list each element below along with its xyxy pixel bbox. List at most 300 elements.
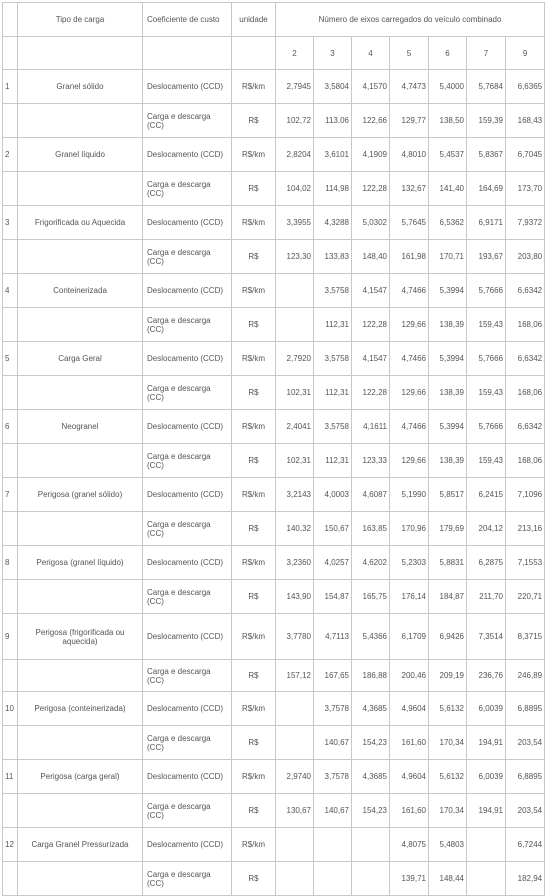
cargo-type-blank: [18, 794, 143, 828]
value-cell: 5,7666: [467, 410, 506, 444]
value-cell: 170,34: [429, 726, 467, 760]
value-cell: 5,7684: [467, 70, 506, 104]
table-row: [3, 862, 545, 896]
row-number: 8: [3, 546, 18, 580]
cargo-type: Carga Geral: [18, 342, 143, 376]
row-number: 9: [3, 614, 18, 660]
value-cell: 129,77: [390, 104, 429, 138]
unit: R$: [232, 308, 276, 342]
cargo-type: Granel sólido: [18, 70, 143, 104]
value-cell: 200,46: [390, 660, 429, 692]
value-cell: 184,87: [429, 580, 467, 614]
value-cell: [276, 692, 314, 726]
cost-coefficient: Carga e descarga (CC): [143, 580, 232, 614]
value-cell: 161,98: [390, 240, 429, 274]
value-cell: 5,4803: [429, 828, 467, 862]
table-row: [3, 760, 545, 794]
unit: R$: [232, 794, 276, 828]
row-number-blank: [3, 580, 18, 614]
value-cell: 138,50: [429, 104, 467, 138]
value-cell: 6,8895: [506, 692, 545, 726]
row-number: 3: [3, 206, 18, 240]
value-cell: 2,7945: [276, 70, 314, 104]
value-cell: 4,7466: [390, 274, 429, 308]
value-cell: 150,67: [314, 512, 352, 546]
value-cell: 143,90: [276, 580, 314, 614]
row-number-blank: [3, 444, 18, 478]
cost-coefficient: Carga e descarga (CC): [143, 308, 232, 342]
value-cell: 7,1096: [506, 478, 545, 512]
value-cell: 5,6132: [429, 760, 467, 794]
value-cell: 159,43: [467, 308, 506, 342]
value-cell: [314, 828, 352, 862]
header-blank: [18, 37, 143, 70]
cost-coefficient: Carga e descarga (CC): [143, 104, 232, 138]
value-cell: 140,67: [314, 794, 352, 828]
unit: R$: [232, 580, 276, 614]
value-cell: 122,28: [352, 308, 390, 342]
cargo-type-blank: [18, 862, 143, 896]
value-cell: 5,7645: [390, 206, 429, 240]
value-cell: 194,91: [467, 794, 506, 828]
row-number: 6: [3, 410, 18, 444]
value-cell: 3,6101: [314, 138, 352, 172]
value-cell: 4,9604: [390, 760, 429, 794]
table-row: [3, 614, 545, 660]
value-cell: 4,0003: [314, 478, 352, 512]
value-cell: 204,12: [467, 512, 506, 546]
value-cell: 130,67: [276, 794, 314, 828]
cargo-type-blank: [18, 104, 143, 138]
value-cell: 114,98: [314, 172, 352, 206]
unit: R$: [232, 104, 276, 138]
value-cell: 3,3955: [276, 206, 314, 240]
table-row: [3, 342, 545, 376]
table-row: [3, 308, 545, 342]
value-cell: 3,5758: [314, 410, 352, 444]
value-cell: 129,66: [390, 308, 429, 342]
value-cell: 4,8010: [390, 138, 429, 172]
header-axle: 4: [352, 37, 390, 70]
value-cell: 5,7666: [467, 342, 506, 376]
row-number-blank: [3, 104, 18, 138]
value-cell: 139,71: [390, 862, 429, 896]
value-cell: 220,71: [506, 580, 545, 614]
unit: R$/km: [232, 760, 276, 794]
cost-coefficient: Deslocamento (CCD): [143, 614, 232, 660]
value-cell: 4,8075: [390, 828, 429, 862]
value-cell: 141,40: [429, 172, 467, 206]
value-cell: 4,6202: [352, 546, 390, 580]
value-cell: 6,6342: [506, 342, 545, 376]
value-cell: 236,76: [467, 660, 506, 692]
cargo-type-blank: [18, 376, 143, 410]
row-number: 10: [3, 692, 18, 726]
value-cell: 138,39: [429, 376, 467, 410]
unit: R$/km: [232, 70, 276, 104]
value-cell: 6,6342: [506, 410, 545, 444]
value-cell: 5,8367: [467, 138, 506, 172]
row-number: 4: [3, 274, 18, 308]
table-row: [3, 138, 545, 172]
value-cell: 154,23: [352, 794, 390, 828]
value-cell: 6,7045: [506, 138, 545, 172]
value-cell: 5,3994: [429, 410, 467, 444]
header-coef: Coeficiente de custo: [143, 3, 232, 37]
row-number-blank: [3, 512, 18, 546]
unit: R$: [232, 862, 276, 896]
value-cell: [467, 828, 506, 862]
header-blank: [3, 37, 18, 70]
value-cell: 4,7473: [390, 70, 429, 104]
value-cell: 168,06: [506, 444, 545, 478]
value-cell: 168,06: [506, 308, 545, 342]
value-cell: 138,39: [429, 308, 467, 342]
value-cell: 8,3715: [506, 614, 545, 660]
value-cell: 3,2143: [276, 478, 314, 512]
unit: R$: [232, 172, 276, 206]
header-axle: 6: [429, 37, 467, 70]
cargo-type: Perigosa (granel líquido): [18, 546, 143, 580]
value-cell: 4,1611: [352, 410, 390, 444]
value-cell: 148,40: [352, 240, 390, 274]
value-cell: 4,1547: [352, 274, 390, 308]
value-cell: 129,66: [390, 376, 429, 410]
value-cell: 203,80: [506, 240, 545, 274]
value-cell: 194,91: [467, 726, 506, 760]
value-cell: 203,54: [506, 794, 545, 828]
value-cell: 170,71: [429, 240, 467, 274]
header-eixos: Número de eixos carregados do veículo combinado: [276, 3, 545, 37]
cost-coefficient: Carga e descarga (CC): [143, 862, 232, 896]
value-cell: 161,60: [390, 794, 429, 828]
header-axle: 2: [276, 37, 314, 70]
row-number: 5: [3, 342, 18, 376]
value-cell: 148,44: [429, 862, 467, 896]
value-cell: 7,1553: [506, 546, 545, 580]
cost-coefficient: Deslocamento (CCD): [143, 410, 232, 444]
value-cell: [276, 862, 314, 896]
value-cell: 140,67: [314, 726, 352, 760]
value-cell: [314, 862, 352, 896]
unit: R$: [232, 660, 276, 692]
value-cell: [352, 862, 390, 896]
unit: R$: [232, 512, 276, 546]
freight-cost-table: [2, 2, 545, 896]
cargo-type: Carga Granel Pressurizada: [18, 828, 143, 862]
table-row: [3, 692, 545, 726]
value-cell: 122,28: [352, 376, 390, 410]
table-row: [3, 240, 545, 274]
value-cell: 193,67: [467, 240, 506, 274]
value-cell: [276, 726, 314, 760]
table-row: [3, 478, 545, 512]
value-cell: 7,9372: [506, 206, 545, 240]
value-cell: 4,3685: [352, 692, 390, 726]
value-cell: 112,31: [314, 308, 352, 342]
value-cell: 5,0302: [352, 206, 390, 240]
unit: R$: [232, 240, 276, 274]
value-cell: 6,9171: [467, 206, 506, 240]
value-cell: 6,0039: [467, 692, 506, 726]
value-cell: 176,14: [390, 580, 429, 614]
row-number-blank: [3, 376, 18, 410]
value-cell: 123,33: [352, 444, 390, 478]
cost-coefficient: Deslocamento (CCD): [143, 692, 232, 726]
cost-coefficient: Carga e descarga (CC): [143, 376, 232, 410]
header-axle: 3: [314, 37, 352, 70]
row-number-blank: [3, 240, 18, 274]
unit: R$/km: [232, 692, 276, 726]
unit: R$/km: [232, 614, 276, 660]
value-cell: 161,60: [390, 726, 429, 760]
table-row: [3, 410, 545, 444]
cargo-type: Perigosa (frigorificada ou aquecida): [18, 614, 143, 660]
unit: R$/km: [232, 342, 276, 376]
value-cell: 5,2303: [390, 546, 429, 580]
value-cell: 167,65: [314, 660, 352, 692]
header-tipo: Tipo de carga: [18, 3, 143, 37]
value-cell: 5,8517: [429, 478, 467, 512]
row-number-blank: [3, 660, 18, 692]
value-cell: 6,2875: [467, 546, 506, 580]
cost-coefficient: Deslocamento (CCD): [143, 70, 232, 104]
value-cell: 211,70: [467, 580, 506, 614]
table-row: [3, 376, 545, 410]
cost-coefficient: Deslocamento (CCD): [143, 274, 232, 308]
value-cell: 4,7466: [390, 342, 429, 376]
header-blank: [232, 37, 276, 70]
row-number: 12: [3, 828, 18, 862]
cost-coefficient: Carga e descarga (CC): [143, 172, 232, 206]
value-cell: 2,7920: [276, 342, 314, 376]
cargo-type-blank: [18, 726, 143, 760]
value-cell: 6,8895: [506, 760, 545, 794]
value-cell: 6,6342: [506, 274, 545, 308]
unit: R$/km: [232, 546, 276, 580]
value-cell: 3,7578: [314, 692, 352, 726]
value-cell: 165,75: [352, 580, 390, 614]
value-cell: 173,70: [506, 172, 545, 206]
cost-coefficient: Deslocamento (CCD): [143, 828, 232, 862]
header-axle: 7: [467, 37, 506, 70]
value-cell: 129,66: [390, 444, 429, 478]
header-unidade: unidade: [232, 3, 276, 37]
cost-coefficient: Deslocamento (CCD): [143, 760, 232, 794]
value-cell: 3,7578: [314, 760, 352, 794]
value-cell: 5,8831: [429, 546, 467, 580]
row-number: 2: [3, 138, 18, 172]
value-cell: [276, 274, 314, 308]
unit: R$: [232, 726, 276, 760]
value-cell: 4,9604: [390, 692, 429, 726]
cargo-type-blank: [18, 240, 143, 274]
row-number-blank: [3, 862, 18, 896]
unit: R$/km: [232, 274, 276, 308]
unit: R$: [232, 376, 276, 410]
table-row: [3, 828, 545, 862]
value-cell: 6,0039: [467, 760, 506, 794]
cost-coefficient: Carga e descarga (CC): [143, 512, 232, 546]
value-cell: 163,85: [352, 512, 390, 546]
cost-coefficient: Deslocamento (CCD): [143, 206, 232, 240]
table-row: [3, 206, 545, 240]
value-cell: [276, 828, 314, 862]
table-row: [3, 70, 545, 104]
value-cell: 186,88: [352, 660, 390, 692]
value-cell: 4,6087: [352, 478, 390, 512]
value-cell: 5,4366: [352, 614, 390, 660]
value-cell: 4,7113: [314, 614, 352, 660]
cost-coefficient: Deslocamento (CCD): [143, 138, 232, 172]
table-row: [3, 512, 545, 546]
value-cell: 2,4041: [276, 410, 314, 444]
value-cell: 6,7244: [506, 828, 545, 862]
cargo-type: Perigosa (conteinerizada): [18, 692, 143, 726]
value-cell: 4,3288: [314, 206, 352, 240]
value-cell: 113,06: [314, 104, 352, 138]
value-cell: 213,16: [506, 512, 545, 546]
unit: R$/km: [232, 828, 276, 862]
unit: R$/km: [232, 478, 276, 512]
value-cell: 4,1547: [352, 342, 390, 376]
header-num: [3, 3, 18, 37]
value-cell: 112,31: [314, 376, 352, 410]
row-number-blank: [3, 308, 18, 342]
cargo-type-blank: [18, 580, 143, 614]
value-cell: 2,8204: [276, 138, 314, 172]
value-cell: [467, 862, 506, 896]
value-cell: 3,2360: [276, 546, 314, 580]
value-cell: 5,3994: [429, 274, 467, 308]
value-cell: 6,9426: [429, 614, 467, 660]
cost-coefficient: Carga e descarga (CC): [143, 444, 232, 478]
row-number-blank: [3, 172, 18, 206]
value-cell: 5,4000: [429, 70, 467, 104]
value-cell: 5,7666: [467, 274, 506, 308]
table-row: [3, 794, 545, 828]
unit: R$: [232, 444, 276, 478]
value-cell: 159,43: [467, 444, 506, 478]
value-cell: 6,1709: [390, 614, 429, 660]
value-cell: 104,02: [276, 172, 314, 206]
cost-coefficient: Deslocamento (CCD): [143, 342, 232, 376]
value-cell: 157,12: [276, 660, 314, 692]
value-cell: 6,5362: [429, 206, 467, 240]
cargo-type-blank: [18, 660, 143, 692]
header-row-2: [3, 37, 545, 70]
cost-coefficient: Deslocamento (CCD): [143, 478, 232, 512]
value-cell: 123,30: [276, 240, 314, 274]
row-number: 1: [3, 70, 18, 104]
value-cell: 170,34: [429, 794, 467, 828]
table-row: [3, 172, 545, 206]
unit: R$/km: [232, 138, 276, 172]
value-cell: 5,4537: [429, 138, 467, 172]
value-cell: 170,96: [390, 512, 429, 546]
table-body: [3, 70, 545, 896]
table-row: [3, 726, 545, 760]
value-cell: 154,23: [352, 726, 390, 760]
table-row: [3, 444, 545, 478]
cargo-type: Conteinerizada: [18, 274, 143, 308]
value-cell: [352, 828, 390, 862]
value-cell: 122,28: [352, 172, 390, 206]
cost-coefficient: Carga e descarga (CC): [143, 660, 232, 692]
value-cell: 4,0257: [314, 546, 352, 580]
cargo-type-blank: [18, 172, 143, 206]
header-axle: 5: [390, 37, 429, 70]
row-number: 11: [3, 760, 18, 794]
value-cell: 4,1909: [352, 138, 390, 172]
value-cell: 246,89: [506, 660, 545, 692]
value-cell: 168,43: [506, 104, 545, 138]
cargo-type: Neogranel: [18, 410, 143, 444]
value-cell: 2,9740: [276, 760, 314, 794]
cargo-type: Frigorificada ou Aquecida: [18, 206, 143, 240]
value-cell: 159,43: [467, 376, 506, 410]
value-cell: 154,87: [314, 580, 352, 614]
table-row: [3, 274, 545, 308]
value-cell: 3,5758: [314, 342, 352, 376]
table-row: [3, 660, 545, 692]
cargo-type: Perigosa (carga geral): [18, 760, 143, 794]
value-cell: 112,31: [314, 444, 352, 478]
value-cell: 3,5804: [314, 70, 352, 104]
value-cell: 3,5758: [314, 274, 352, 308]
value-cell: 5,6132: [429, 692, 467, 726]
value-cell: 203,54: [506, 726, 545, 760]
row-number-blank: [3, 726, 18, 760]
value-cell: 6,2415: [467, 478, 506, 512]
value-cell: 5,3994: [429, 342, 467, 376]
row-number: 7: [3, 478, 18, 512]
value-cell: 3,7780: [276, 614, 314, 660]
table-row: [3, 546, 545, 580]
value-cell: 164,69: [467, 172, 506, 206]
value-cell: 182,94: [506, 862, 545, 896]
value-cell: 102,31: [276, 376, 314, 410]
cost-coefficient: Carga e descarga (CC): [143, 726, 232, 760]
value-cell: 140,32: [276, 512, 314, 546]
value-cell: 7,3514: [467, 614, 506, 660]
cost-coefficient: Carga e descarga (CC): [143, 240, 232, 274]
value-cell: 4,1570: [352, 70, 390, 104]
value-cell: 6,6365: [506, 70, 545, 104]
value-cell: 102,72: [276, 104, 314, 138]
value-cell: 4,3685: [352, 760, 390, 794]
cargo-type: Granel líquido: [18, 138, 143, 172]
cargo-type: Perigosa (granel sólido): [18, 478, 143, 512]
header-blank: [143, 37, 232, 70]
cargo-type-blank: [18, 444, 143, 478]
cost-coefficient: Deslocamento (CCD): [143, 546, 232, 580]
value-cell: 209,19: [429, 660, 467, 692]
cost-coefficient: Carga e descarga (CC): [143, 794, 232, 828]
header-row-1: [3, 3, 545, 37]
value-cell: 133,83: [314, 240, 352, 274]
unit: R$/km: [232, 410, 276, 444]
cargo-type-blank: [18, 512, 143, 546]
value-cell: [276, 308, 314, 342]
value-cell: 168,06: [506, 376, 545, 410]
header-axle: 9: [506, 37, 545, 70]
table-row: [3, 104, 545, 138]
value-cell: 4,7466: [390, 410, 429, 444]
value-cell: 132,67: [390, 172, 429, 206]
unit: R$/km: [232, 206, 276, 240]
value-cell: 102,31: [276, 444, 314, 478]
